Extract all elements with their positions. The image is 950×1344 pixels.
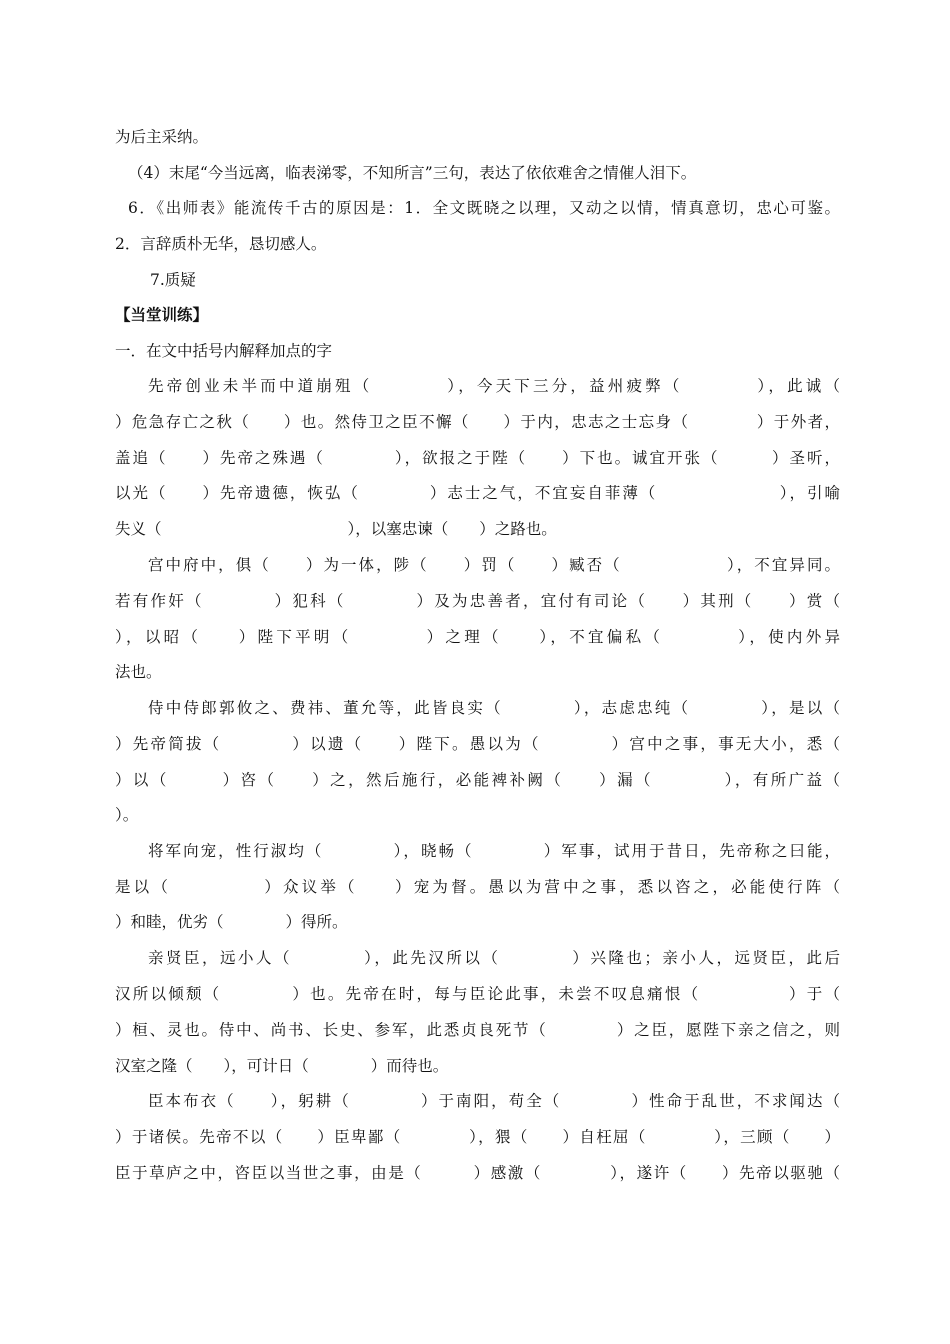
text-line: 7.质疑 [150,271,196,289]
text-line: 为后主采纳。 [115,128,209,146]
text-line: ）桓、灵也。侍中、尚书、长史、参军，此悉贞良死节（ ）之臣，愿陛下亲之信之，则 [115,1021,840,1039]
text-line: 法也。 [115,663,162,681]
section-heading: 【当堂训练】 [115,305,209,324]
text-line: 侍中侍郎郭攸之、费祎、董允等，此皆良实（ ），志虑忠纯（ ），是以（ [148,699,840,717]
text-line: 宫中府中，俱（ ）为一体，陟（ ）罚（ ）臧否（ ），不宜异同。 [148,556,840,574]
text-line: 先帝创业未半而中道崩殂（ ），今天下三分，益州疲弊（ ），此诚（ [148,377,840,395]
text-line: 盖追（ ）先帝之殊遇（ ），欲报之于陛（ ）下也。诚宜开张（ ）圣听， [115,449,840,467]
text-line: 亲贤臣，远小人（ ），此先汉所以（ ）兴隆也；亲小人，远贤臣，此后 [148,949,840,967]
text-line: （4）末尾“今当远离，临表涕零，不知所言”三句，表达了依依难舍之情催人泪下。 [128,164,697,182]
text-line: ）和睦，优劣（ ）得所。 [115,913,348,931]
text-line: ），以昭（ ）陛下平明（ ）之理（ ），不宜偏私（ ），使内外异 [115,628,840,646]
text-line: 6．《出师表》能流传千古的原因是：1．全文既晓之以理，又动之以情，情真意切，忠心可鉴。 [128,199,840,217]
text-line: 汉室之隆（ ），可计日（ ）而待也。 [115,1057,449,1075]
text-line: ）危急存亡之秋（ ）也。然侍卫之臣不懈（ ）于内，忠志之士忘身（ ）于外者， [115,413,840,431]
text-line: 汉所以倾颓（ ）也。先帝在时，每与臣论此事，未尝不叹息痛恨（ ）于（ [115,985,840,1003]
text-line: 臣于草庐之中，咨臣以当世之事，由是（ ）感激（ ），遂许（ ）先帝以驱驰（ [115,1164,840,1182]
text-line: 失义（ ），以塞忠谏（ ）之路也。 [115,520,557,538]
text-line: ）于诸侯。先帝不以（ ）臣卑鄙（ ），猥（ ）自枉屈（ ），三顾（ ） [115,1128,840,1146]
text-line: 是以（ ）众议举（ ）宠为督。愚以为营中之事，悉以咨之，必能使行阵（ [115,878,840,896]
text-line: 臣本布衣（ ），躬耕（ ）于南阳，苟全（ ）性命于乱世，不求闻达（ [148,1092,840,1110]
exercise-instruction: 一．在文中括号内解释加点的字 [115,342,333,360]
text-line: ）以（ ）咨（ ）之，然后施行，必能裨补阙（ ）漏（ ），有所广益（ [115,771,840,789]
text-line: 2．言辞质朴无华，恳切感人。 [115,235,327,253]
text-line: ）。 [115,806,139,824]
text-line: 若有作奸（ ）犯科（ ）及为忠善者，宜付有司论（ ）其刑（ ）赏（ [115,592,840,610]
text-line: ）先帝简拔（ ）以遗（ ）陛下。愚以为（ ）宫中之事，事无大小，悉（ [115,735,840,753]
text-line: 将军向宠，性行淑均（ ），晓畅（ ）军事，试用于昔日，先帝称之曰能， [148,842,840,860]
text-line: 以光（ ）先帝遗德，恢弘（ ）志士之气，不宜妄自菲薄（ ），引喻 [115,484,840,502]
